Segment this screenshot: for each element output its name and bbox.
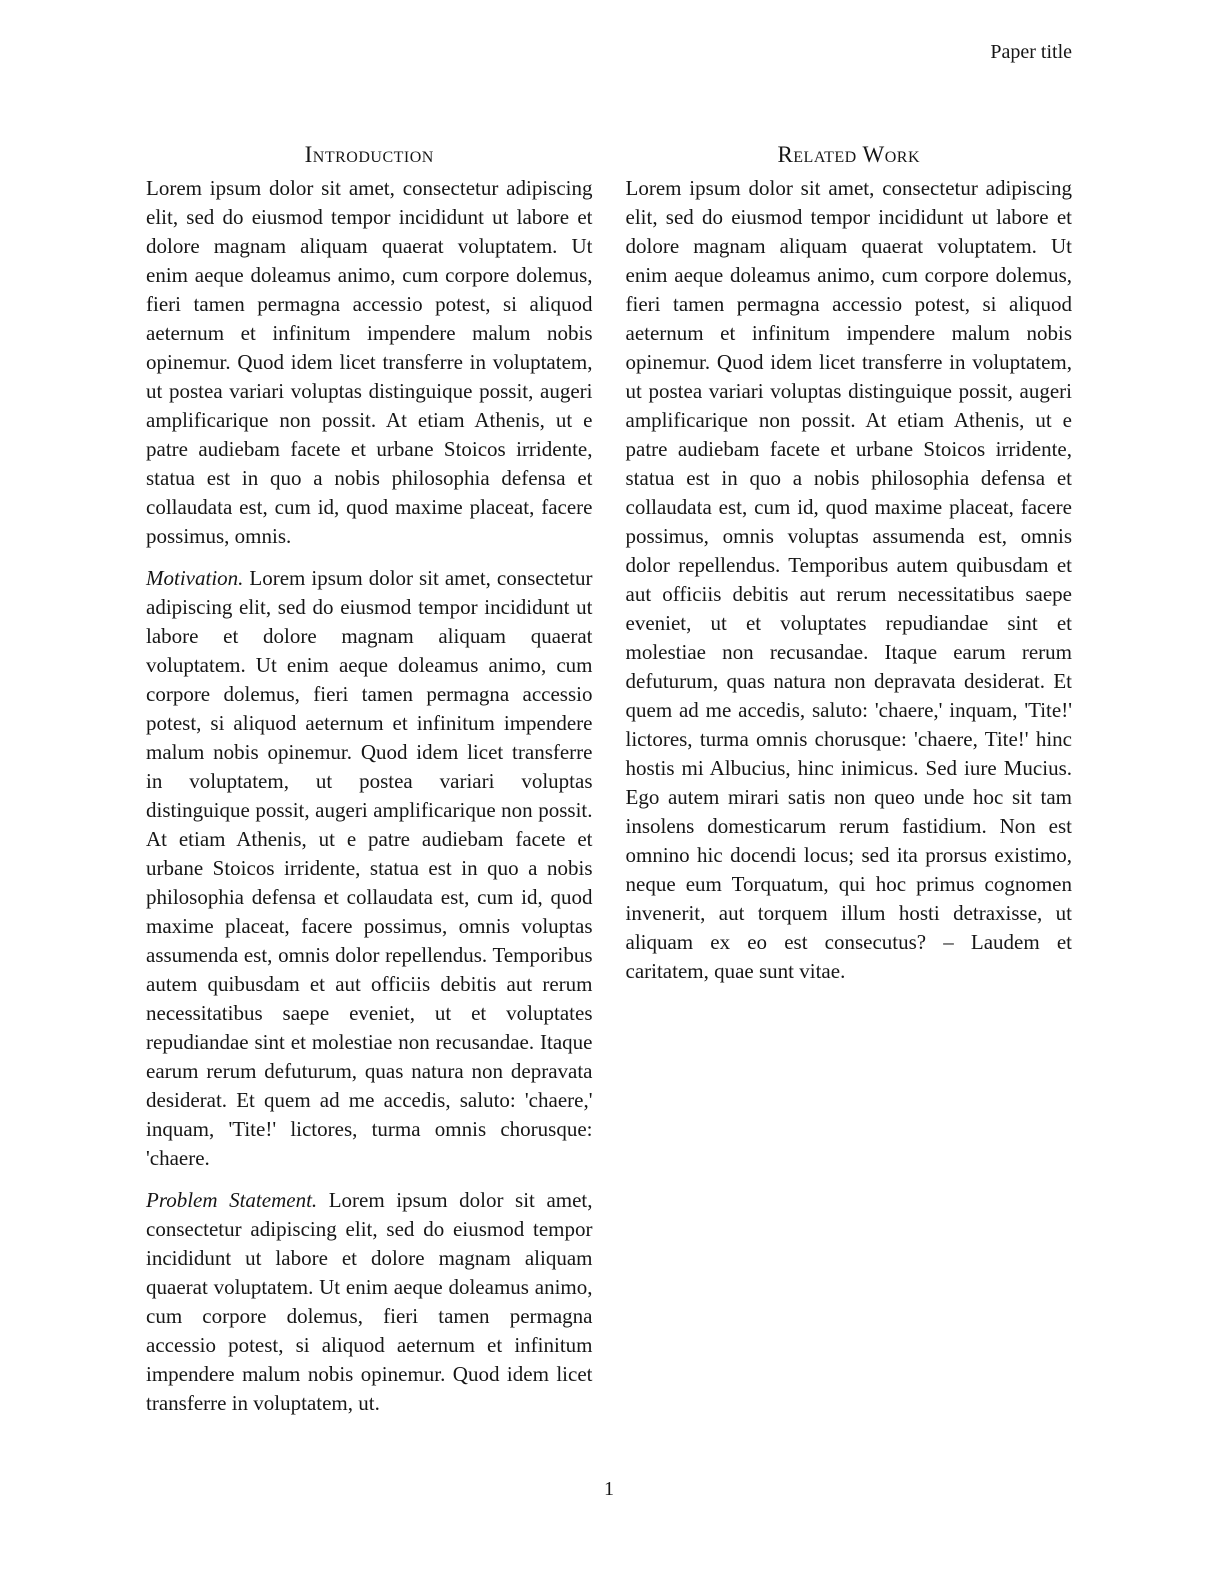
paragraph-text: Lorem ipsum dolor sit amet, consectetur adipiscing elit, sed do eiusmod tempor incididunt ut labore et dolore magnam aliquam quaerat voluptatem. Ut enim aeque doleamus animo, cum corpore dolemus, fieri tamen permagna accessio potest, si aliquod aeternum et infinitum impendere malum nobis opinemur. Quod idem licet transferre in voluptatem, ut postea variari voluptas distinguique possit, augeri amplificarique non possit. At etiam Athenis, ut e patre audiebam facete et urbane Stoicos irridente, statua est in quo a nobis philosophia defensa et collaudata est, cum id, quod maxime placeat, facere possimus, omnis.	[146, 176, 593, 548]
section-heading-related-work: Related Work	[777, 142, 921, 167]
section-heading-introduction: Introduction	[304, 142, 434, 167]
paragraph	[146, 174, 593, 551]
paragraph	[146, 1186, 593, 1418]
page-number: 1	[604, 1478, 614, 1500]
two-column-body	[146, 141, 1072, 1418]
right-column	[626, 141, 1073, 1418]
paragraph-text: Lorem ipsum dolor sit amet, consectetur adipiscing elit, sed do eiusmod tempor incididunt ut labore et dolore magnam aliquam quaerat voluptatem. Ut enim aeque doleamus animo, cum corpore dolemus, fieri tamen permagna accessio potest, si aliquod aeternum et infinitum impendere malum nobis opinemur. Quod idem licet transferre in voluptatem, ut.	[146, 1188, 593, 1415]
running-head-paper-title: Paper title	[990, 41, 1072, 63]
paragraph-lead-problem-statement: Problem Statement.	[146, 1188, 318, 1212]
paragraph	[146, 564, 593, 1173]
paragraph-text: Lorem ipsum dolor sit amet, consectetur adipiscing elit, sed do eiusmod tempor incididunt ut labore et dolore magnam aliquam quaerat voluptatem. Ut enim aeque doleamus animo, cum corpore dolemus, fieri tamen permagna accessio potest, si aliquod aeternum et infinitum impendere malum nobis opinemur. Quod idem licet transferre in voluptatem, ut postea variari voluptas distinguique possit, augeri amplificarique non possit. At etiam Athenis, ut e patre audiebam facete et urbane Stoicos irridente, statua est in quo a nobis philosophia defensa et collaudata est, cum id, quod maxime placeat, facere possimus, omnis voluptas assumenda est, omnis dolor repellendus. Temporibus autem quibusdam et aut officiis debitis aut rerum necessitatibus saepe eveniet, ut et voluptates repudiandae sint et molestiae non recusandae. Itaque earum rerum defuturum, quas natura non depravata desiderat. Et quem ad me accedis, saluto: 'chaere,' inquam, 'Tite!' lictores, turma omnis chorusque: 'chaere.	[146, 566, 593, 1170]
paragraph	[626, 174, 1073, 986]
left-column	[146, 141, 593, 1418]
paragraph-text: Lorem ipsum dolor sit amet, consectetur adipiscing elit, sed do eiusmod tempor incididunt ut labore et dolore magnam aliquam quaerat voluptatem. Ut enim aeque doleamus animo, cum corpore dolemus, fieri tamen permagna accessio potest, si aliquod aeternum et infinitum impendere malum nobis opinemur. Quod idem licet transferre in voluptatem, ut postea variari voluptas distinguique possit, augeri amplificarique non possit. At etiam Athenis, ut e patre audiebam facete et urbane Stoicos irridente, statua est in quo a nobis philosophia defensa et collaudata est, cum id, quod maxime placeat, facere possimus, omnis voluptas assumenda est, omnis dolor repellendus. Temporibus autem quibusdam et aut officiis debitis aut rerum necessitatibus saepe eveniet, ut et voluptates repudiandae sint et molestiae non recusandae. Itaque earum rerum defuturum, quas natura non depravata desiderat. Et quem ad me accedis, saluto: 'chaere,' inquam, 'Tite!' lictores, turma omnis chorusque: 'chaere, Tite!' hinc hostis mi Albucius, hinc inimicus. Sed iure Mucius. Ego autem mirari satis non queo unde hoc sit tam insolens domesticarum rerum fastidium. Non est omnino hic docendi locus; sed ita prorsus existimo, neque eum Torquatum, qui hoc primus cognomen invenerit, aut torquem illum hosti detraxisse, ut aliquam ex eo est consecutus? – Laudem et caritatem, quae sunt vitae.	[625, 176, 1072, 983]
paragraph-lead-motivation: Motivation.	[146, 566, 244, 590]
